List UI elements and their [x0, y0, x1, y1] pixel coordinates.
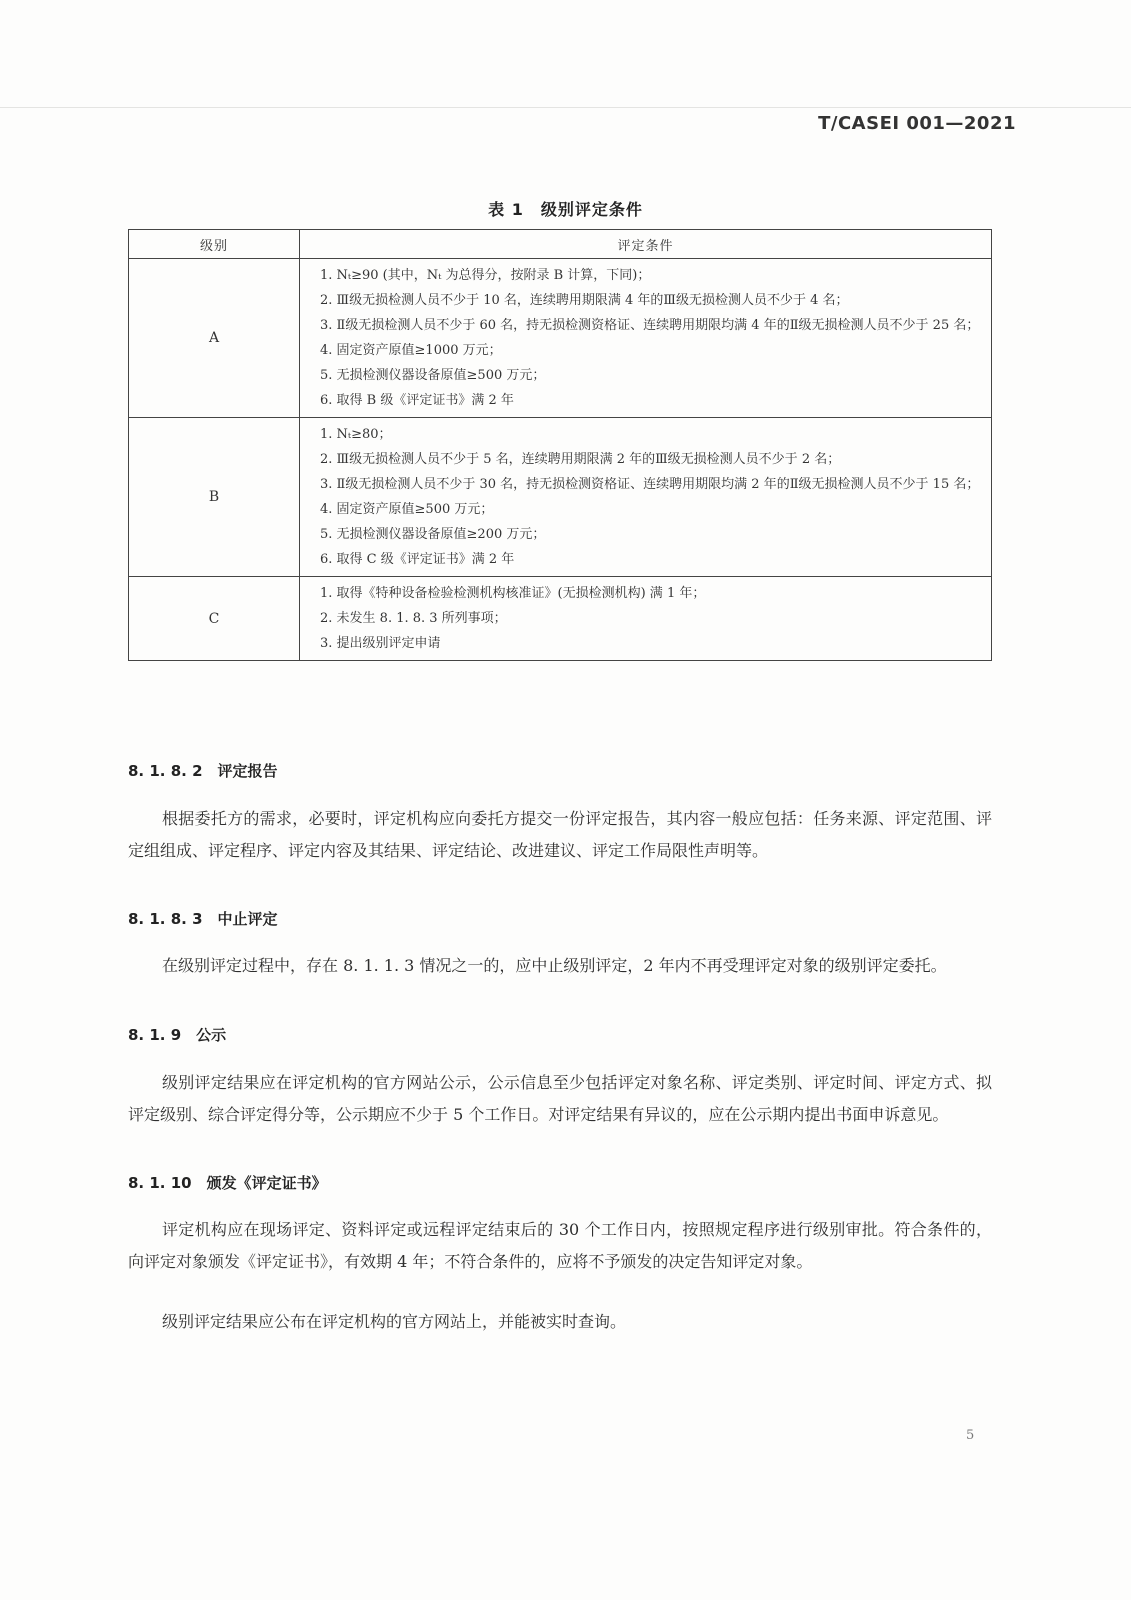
condition-item: 6. 取得 C 级《评定证书》满 2 年	[320, 552, 515, 567]
table-row	[129, 577, 992, 661]
condition-item: 3. 提出级别评定申请	[320, 636, 441, 651]
level-cell: C	[129, 577, 300, 661]
section-paragraph: 在级别评定过程中，存在 8. 1. 1. 3 情况之一的，应中止级别评定，2 年内不再受理评定对象的级别评定委托。	[162, 956, 947, 975]
table-title: 表 1 级别评定条件	[488, 200, 643, 219]
column-header-level: 级别	[129, 230, 300, 259]
section-heading: 8. 1. 9 公示	[128, 1026, 227, 1044]
condition-item: 1. 取得《特种设备检验检测机构核准证》(无损检测机构) 满 1 年；	[320, 586, 706, 601]
condition-item: 3. Ⅱ级无损检测人员不少于 60 名，持无损检测资格证、连续聘用期限均满 4 年的Ⅱ级无损检测人员不少于 25 名；	[320, 318, 980, 333]
section-paragraph: 根据委托方的需求，必要时，评定机构应向委托方提交一份评定报告，其内容一般应包括：任务来源、评定范围、评定组组成、评定程序、评定内容及其结果、评定结论、改进建议、评定工作局限性声明等。	[128, 809, 992, 860]
condition-item: 1. Nₜ≥80；	[320, 427, 392, 442]
condition-item: 4. 固定资产原值≥1000 万元；	[320, 343, 502, 358]
condition-item: 1. Nₜ≥90 (其中，Nₜ 为总得分，按附录 B 计算，下同)；	[320, 268, 651, 283]
section-paragraph: 级别评定结果应在评定机构的官方网站公示，公示信息至少包括评定对象名称、评定类别、评定时间、评定方式、拟评定级别、综合评定得分等，公示期应不少于 5 个工作日。对评定结果有异议的，应在公示期内提出书面申诉意见。	[128, 1073, 992, 1124]
condition-item: 4. 固定资产原值≥500 万元；	[320, 502, 494, 517]
section-heading: 8. 1. 10 颁发《评定证书》	[128, 1174, 327, 1192]
grade-conditions-table	[128, 229, 992, 661]
section-paragraph: 评定机构应在现场评定、资料评定或远程评定结束后的 30 个工作日内，按照规定程序进行级别审批。符合条件的，向评定对象颁发《评定证书》，有效期 4 年；不符合条件的，应将不予颁发的决定告知评定对象。	[128, 1220, 992, 1271]
level-cell: A	[129, 259, 300, 418]
standard-code: T/CASEI 001—2021	[818, 113, 1016, 134]
table-header-row	[129, 230, 992, 259]
condition-item: 2. 未发生 8. 1. 8. 3 所列事项；	[320, 611, 507, 626]
conditions-cell	[300, 577, 992, 661]
condition-item: 3. Ⅱ级无损检测人员不少于 30 名，持无损检测资格证、连续聘用期限均满 2 年的Ⅱ级无损检测人员不少于 15 名；	[320, 477, 980, 492]
condition-item: 2. Ⅲ级无损检测人员不少于 10 名，连续聘用期限满 4 年的Ⅲ级无损检测人员不少于 4 名；	[320, 293, 849, 308]
condition-item: 2. Ⅲ级无损检测人员不少于 5 名，连续聘用期限满 2 年的Ⅲ级无损检测人员不少于 2 名；	[320, 452, 841, 467]
condition-item: 6. 取得 B 级《评定证书》满 2 年	[320, 393, 514, 408]
conditions-cell	[300, 259, 992, 418]
conditions-cell	[300, 418, 992, 577]
condition-item: 5. 无损检测仪器设备原值≥500 万元；	[320, 368, 546, 383]
section-heading: 8. 1. 8. 2 评定报告	[128, 762, 278, 780]
table-row	[129, 418, 992, 577]
section-heading: 8. 1. 8. 3 中止评定	[128, 910, 278, 928]
table-row	[129, 259, 992, 418]
section-paragraph: 级别评定结果应公布在评定机构的官方网站上，并能被实时查询。	[162, 1312, 627, 1331]
condition-item: 5. 无损检测仪器设备原值≥200 万元；	[320, 527, 546, 542]
column-header-conditions: 评定条件	[300, 230, 992, 259]
header-rule	[0, 107, 1131, 108]
page-number: 5	[966, 1428, 975, 1443]
level-cell: B	[129, 418, 300, 577]
